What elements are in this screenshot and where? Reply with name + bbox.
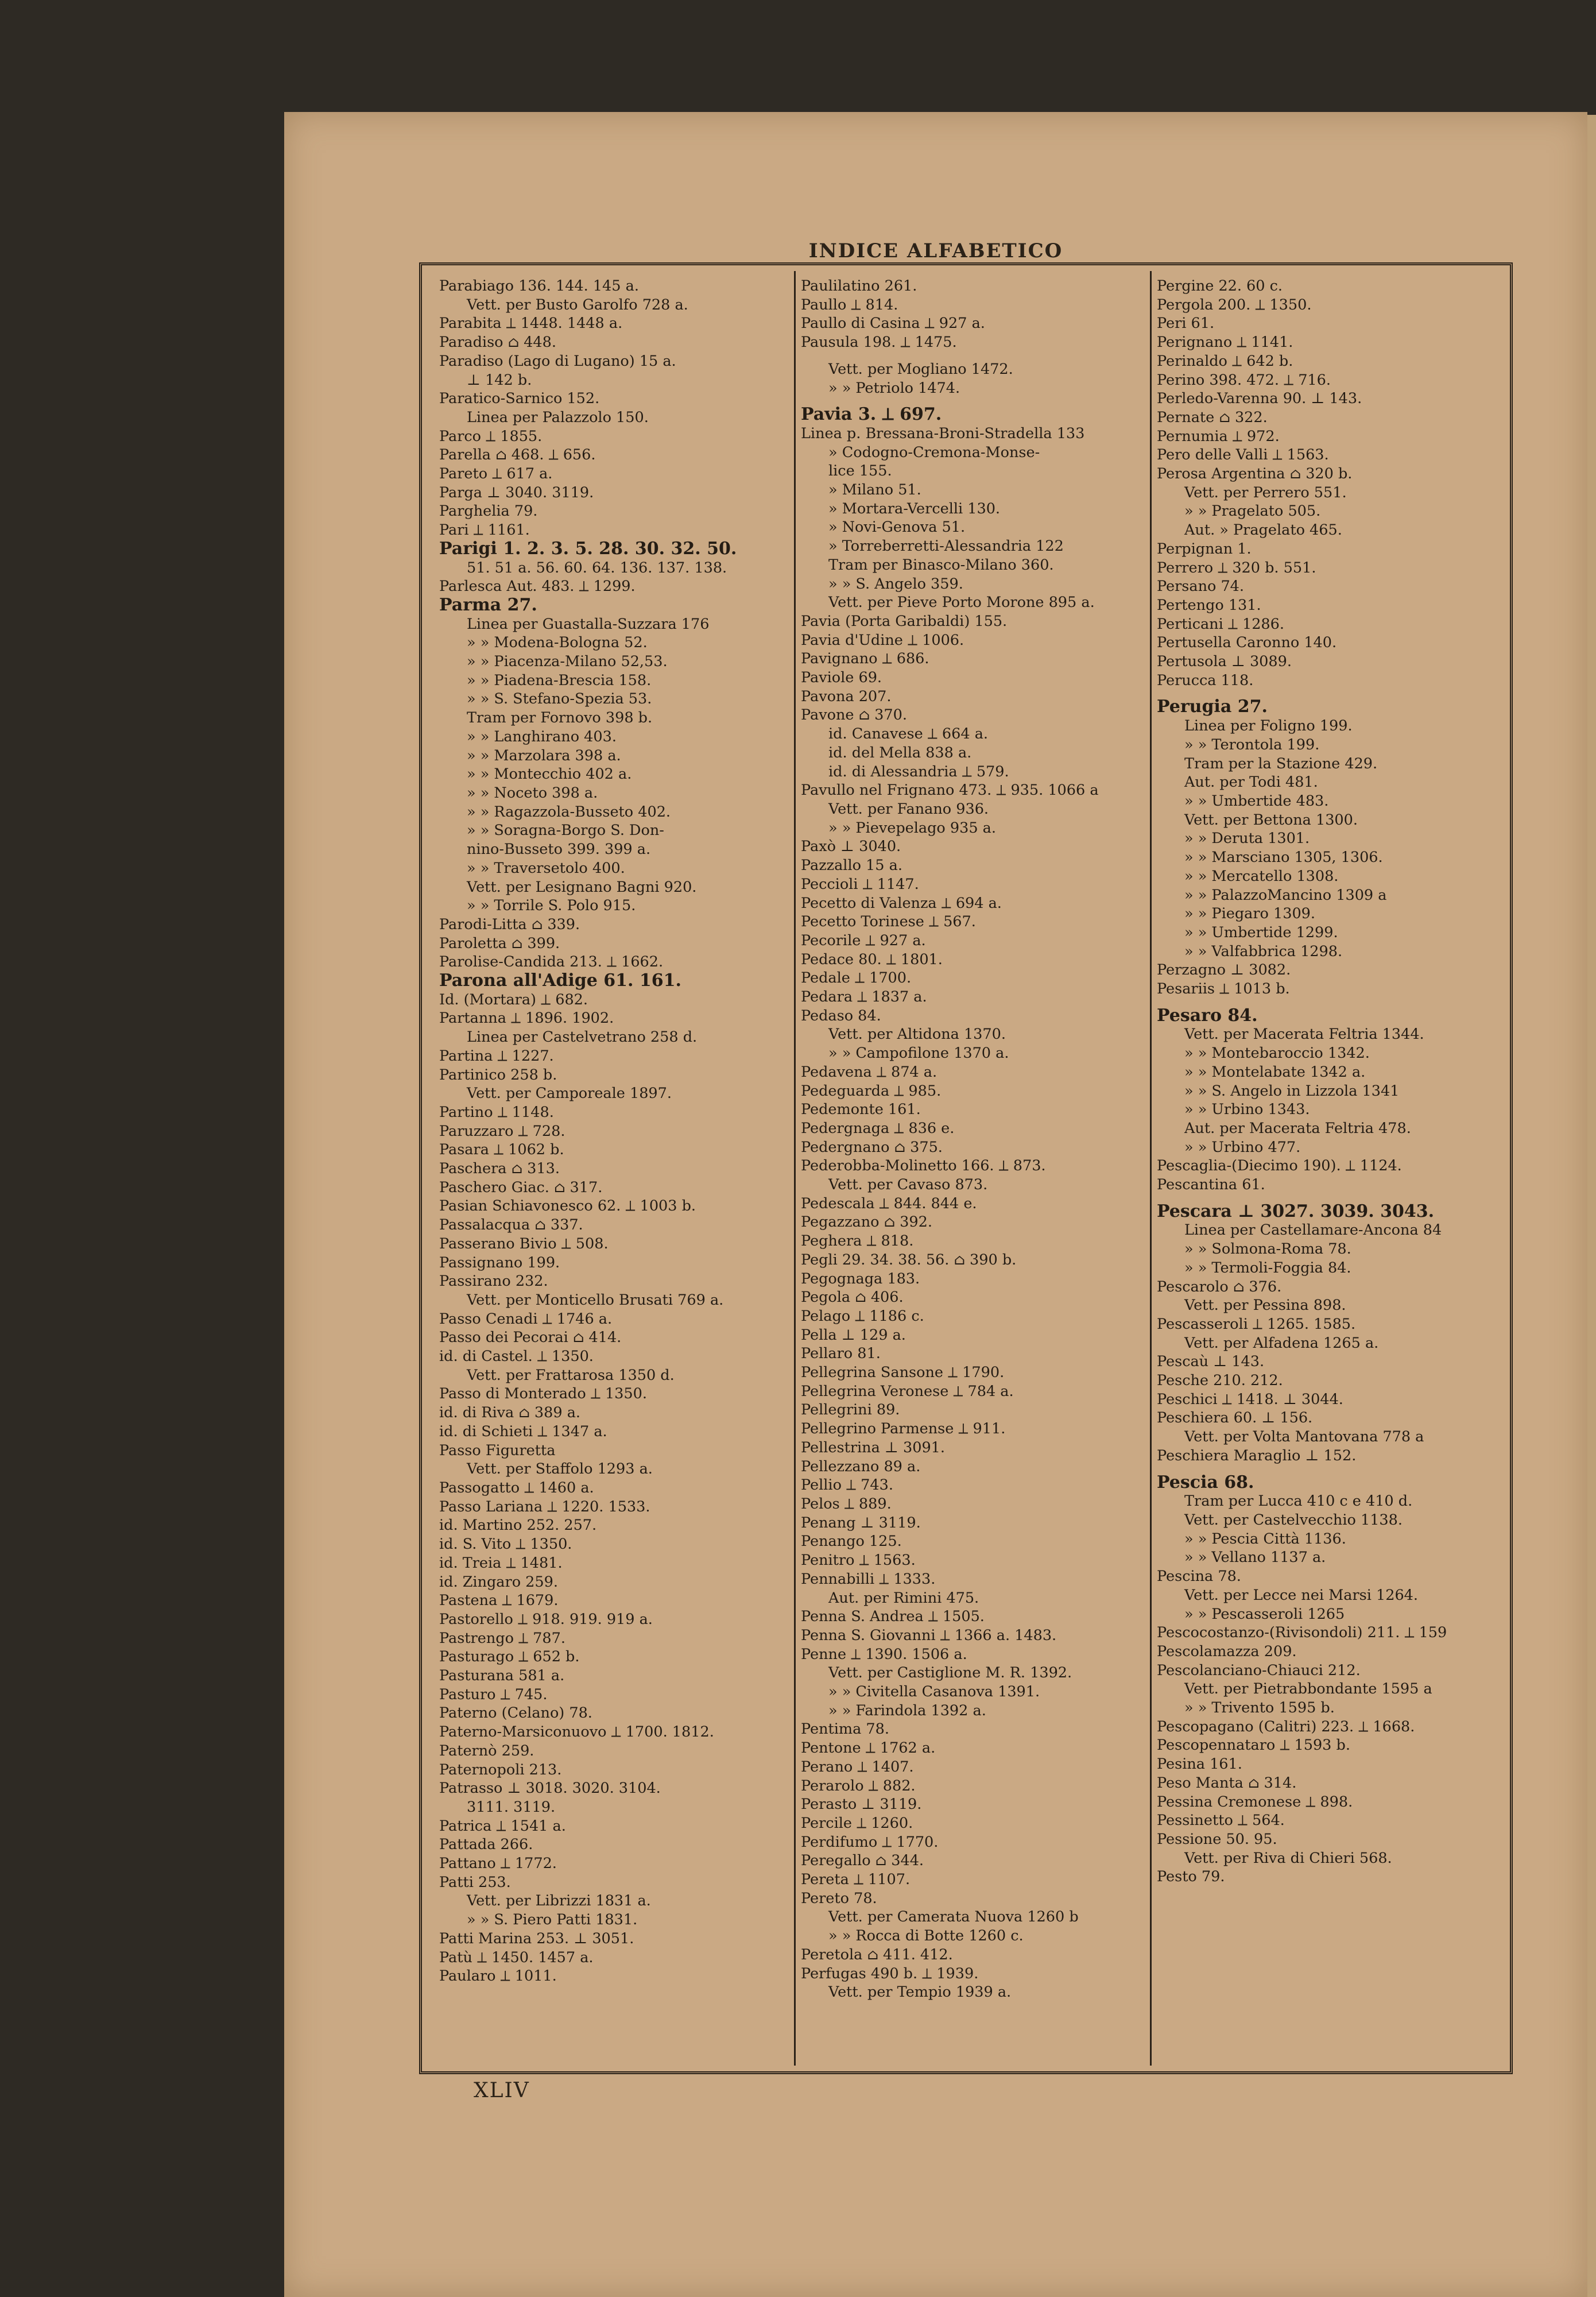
index-entry: » » Umbertide 1299. xyxy=(1184,923,1338,941)
index-entry: » » S. Angelo 359. xyxy=(828,575,963,593)
index-entry: Pereta ⟂ 1107. xyxy=(801,1871,911,1889)
index-entry: Paviole 69. xyxy=(801,669,882,687)
index-entry: Paterno-Marsiconuovo ⟂ 1700. 1812. xyxy=(439,1723,714,1741)
index-entry: Passo Lariana ⟂ 1220. 1533. xyxy=(439,1498,650,1515)
index-entry: Paroletta ⌂ 399. xyxy=(439,934,560,952)
index-entry: » » S. Angelo in Lizzola 1341 xyxy=(1184,1082,1400,1100)
index-entry: Paullo ⟂ 814. xyxy=(801,296,898,314)
index-entry: » » Urbino 477. xyxy=(1184,1138,1301,1156)
index-entry: ⊥ 142 b. xyxy=(467,371,532,389)
index-entry: Pescolanciano-Chiauci 212. xyxy=(1157,1661,1361,1679)
index-entry: Perosa Argentina ⌂ 320 b. xyxy=(1157,465,1353,483)
index-entry: » » Petriolo 1474. xyxy=(828,379,960,397)
index-entry: » » Pievepelago 935 a. xyxy=(828,819,996,837)
book-page xyxy=(284,112,1587,2297)
index-entry: Patrasso ⊥ 3018. 3020. 3104. xyxy=(439,1780,661,1797)
index-entry: Peschici ⟂ 1418. ⊥ 3044. xyxy=(1157,1390,1343,1408)
index-entry: » » Umbertide 483. xyxy=(1184,792,1329,810)
index-entry: Vett. per Lesignano Bagni 920. xyxy=(467,878,697,896)
index-entry: Linea per Guastalla-Suzzara 176 xyxy=(467,615,710,633)
index-entry: Vett. per Lecce nei Marsi 1264. xyxy=(1184,1586,1418,1604)
index-entry: Vett. per Librizzi 1831 a. xyxy=(467,1892,651,1910)
index-entry: Vett. per Altidona 1370. xyxy=(828,1026,1006,1043)
index-entry: Vett. per Bettona 1300. xyxy=(1184,811,1358,829)
index-entry: Pellegrina Veronese ⟂ 784 a. xyxy=(801,1382,1014,1400)
index-entry: Perdifumo ⟂ 1770. xyxy=(801,1833,939,1851)
index-entry: Paularo ⟂ 1011. xyxy=(439,1967,557,1985)
index-entry: Pedeguarda ⟂ 985. xyxy=(801,1082,942,1100)
index-entry: Paradiso ⌂ 448. xyxy=(439,334,556,351)
index-entry: » Milano 51. xyxy=(828,481,921,499)
index-entry: » » Piadena-Brescia 158. xyxy=(467,671,652,689)
index-entry: Vett. per Perrero 551. xyxy=(1184,484,1347,501)
index-entry: Vett. per Macerata Feltria 1344. xyxy=(1184,1026,1424,1043)
index-heading: Parona all'Adige 61. 161. xyxy=(439,972,681,991)
index-entry: » » Montebaroccio 1342. xyxy=(1184,1045,1370,1062)
index-entry: Vett. per Camporeale 1897. xyxy=(467,1085,672,1103)
index-entry: Penna S. Giovanni ⟂ 1366 a. 1483. xyxy=(801,1626,1057,1644)
index-entry: Vett. per Monticello Brusati 769 a. xyxy=(467,1291,724,1309)
index-entry: Vett. per Busto Garolfo 728 a. xyxy=(467,296,688,314)
index-entry: Pesto 79. xyxy=(1157,1868,1225,1886)
index-entry: Passirano 232. xyxy=(439,1273,548,1290)
index-entry: Pergola 200. ⟂ 1350. xyxy=(1157,296,1312,314)
index-entry: Passo di Monterado ⟂ 1350. xyxy=(439,1385,647,1403)
index-entry: Pasturo ⟂ 745. xyxy=(439,1685,548,1703)
index-entry: » Novi-Genova 51. xyxy=(828,519,966,536)
index-entry: Pellezzano 89 a. xyxy=(801,1457,921,1475)
index-entry: Pelos ⟂ 889. xyxy=(801,1495,892,1513)
index-entry: » » S. Piero Patti 1831. xyxy=(467,1911,638,1929)
index-entry: Linea per Palazzolo 150. xyxy=(467,408,649,426)
index-entry: Id. (Mortara) ⟂ 682. xyxy=(439,991,588,1008)
index-entry: Pertengo 131. xyxy=(1157,596,1261,614)
index-entry: Pedaso 84. xyxy=(801,1007,881,1024)
index-entry: Perano ⟂ 1407. xyxy=(801,1758,914,1776)
index-entry: » » Mercatello 1308. xyxy=(1184,867,1339,885)
index-entry: » » Marzolara 398 a. xyxy=(467,747,621,764)
index-heading: Pescara ⊥ 3027. 3039. 3043. xyxy=(1157,1202,1435,1221)
index-entry: Paradiso (Lago di Lugano) 15 a. xyxy=(439,352,676,370)
index-entry: Vett. per Castiglione M. R. 1392. xyxy=(828,1664,1072,1682)
index-entry: Linea per Castelvetrano 258 d. xyxy=(467,1028,698,1046)
index-entry: Paternopoli 213. xyxy=(439,1761,562,1778)
index-entry: » » Montelabate 1342 a. xyxy=(1184,1063,1366,1081)
index-entry: Passalacqua ⌂ 337. xyxy=(439,1216,583,1234)
index-entry: Pescaù ⊥ 143. xyxy=(1157,1353,1265,1371)
index-entry: » » Marsciano 1305, 1306. xyxy=(1184,849,1383,867)
index-entry: Perino 398. 472. ⟂ 716. xyxy=(1157,371,1331,389)
index-entry: Pattano ⟂ 1772. xyxy=(439,1855,557,1873)
index-entry: » » Modena-Bologna 52. xyxy=(467,634,648,652)
index-entry: id. di Castel. ⟂ 1350. xyxy=(439,1348,594,1366)
index-entry: Parga ⊥ 3040. 3119. xyxy=(439,484,594,501)
index-entry: Pesariis ⟂ 1013 b. xyxy=(1157,980,1290,998)
index-entry: Pero delle Valli ⟂ 1563. xyxy=(1157,446,1329,464)
index-entry: Passogatto ⟂ 1460 a. xyxy=(439,1479,594,1496)
index-entry: Vett. per Tempio 1939 a. xyxy=(828,1983,1012,2001)
index-entry: Paternò 259. xyxy=(439,1742,534,1760)
page-folio: XLIV xyxy=(474,2079,530,2102)
index-entry: Pasturago ⟂ 652 b. xyxy=(439,1648,580,1666)
index-entry: Perticani ⟂ 1286. xyxy=(1157,615,1284,633)
index-entry: » » Soragna-Borgo S. Don- xyxy=(467,822,664,840)
index-entry: Peschiera Maraglio ⊥ 152. xyxy=(1157,1447,1357,1464)
index-entry: Perledo-Varenna 90. ⊥ 143. xyxy=(1157,390,1362,408)
index-entry: Partanna ⟂ 1896. 1902. xyxy=(439,1010,614,1027)
index-entry: » » Trivento 1595 b. xyxy=(1184,1699,1335,1717)
index-entry: Penang ⊥ 3119. xyxy=(801,1514,921,1532)
index-entry: » » Noceto 398 a. xyxy=(467,784,598,802)
index-column-3 xyxy=(1157,277,1507,2066)
index-entry: Parghelia 79. xyxy=(439,502,538,520)
index-entry: Pasturana 581 a. xyxy=(439,1667,565,1685)
index-entry: Perfugas 490 b. ⟂ 1939. xyxy=(801,1965,979,1982)
index-entry: Percile ⟂ 1260. xyxy=(801,1814,913,1832)
index-entry: Pescaglia-(Diecimo 190). ⟂ 1124. xyxy=(1157,1157,1402,1175)
index-entry: Pessinetto ⟂ 564. xyxy=(1157,1812,1285,1830)
index-entry: Aut. per Rimini 475. xyxy=(828,1589,979,1607)
index-entry: Paulilatino 261. xyxy=(801,277,917,295)
index-entry: Partina ⟂ 1227. xyxy=(439,1047,554,1065)
index-entry: Pasara ⟂ 1062 b. xyxy=(439,1141,564,1159)
index-entry: Perzagno ⊥ 3082. xyxy=(1157,961,1291,979)
index-entry: Linea per Castellamare-Ancona 84 xyxy=(1184,1221,1442,1239)
index-entry: Tram per la Stazione 429. xyxy=(1184,755,1378,772)
index-entry: Paxò ⊥ 3040. xyxy=(801,838,901,856)
index-entry: Pastrengo ⟂ 787. xyxy=(439,1629,565,1647)
index-entry: lice 155. xyxy=(828,462,892,480)
index-heading: Perugia 27. xyxy=(1157,698,1268,717)
index-entry: Pernumia ⟂ 972. xyxy=(1157,427,1280,445)
index-entry: » » Torrile S. Polo 915. xyxy=(467,897,636,915)
index-entry: Pescina 78. xyxy=(1157,1568,1241,1586)
index-entry: Pavia (Porta Garibaldi) 155. xyxy=(801,612,1008,630)
index-entry: Pedemonte 161. xyxy=(801,1101,921,1119)
index-entry: » » Langhirano 403. xyxy=(467,728,617,745)
index-entry: Passo Figuretta xyxy=(439,1441,556,1459)
index-entry: Passo Cenadi ⟂ 1746 a. xyxy=(439,1310,613,1328)
index-entry: » » Deruta 1301. xyxy=(1184,830,1310,848)
index-entry: Pedace 80. ⟂ 1801. xyxy=(801,950,943,968)
index-column-2 xyxy=(801,277,1145,2066)
index-entry: Pergine 22. 60 c. xyxy=(1157,277,1283,295)
index-entry: Parlesca Aut. 483. ⟂ 1299. xyxy=(439,578,636,595)
index-entry: id. Canavese ⟂ 664 a. xyxy=(828,725,989,743)
index-entry: » » Civitella Casanova 1391. xyxy=(828,1683,1040,1701)
column-divider xyxy=(794,271,796,2066)
index-entry: Penna S. Andrea ⟂ 1505. xyxy=(801,1608,985,1626)
index-entry: » » Traversetolo 400. xyxy=(467,859,625,877)
index-entry: Linea p. Bressana-Broni-Stradella 133 xyxy=(801,424,1085,442)
index-entry: » Codogno-Cremona-Monse- xyxy=(828,443,1040,461)
index-entry: Peso Manta ⌂ 314. xyxy=(1157,1774,1297,1792)
page-header: INDICE ALFABETICO xyxy=(808,239,1063,262)
index-entry: » » Termoli-Foggia 84. xyxy=(1184,1259,1351,1277)
index-entry: Vett. per Riva di Chieri 568. xyxy=(1184,1849,1392,1867)
index-heading: Parigi 1. 2. 3. 5. 28. 30. 32. 50. xyxy=(439,539,737,559)
index-entry: » Torreberretti-Alessandria 122 xyxy=(828,537,1064,555)
index-entry: Pecorile ⟂ 927 a. xyxy=(801,931,926,949)
index-entry: Passerano Bivio ⟂ 508. xyxy=(439,1235,609,1252)
index-entry: Partino ⟂ 1148. xyxy=(439,1103,554,1121)
index-entry: Vett. per Camerata Nuova 1260 b xyxy=(828,1908,1079,1926)
index-entry: Patrica ⟂ 1541 a. xyxy=(439,1817,566,1835)
index-entry: Pertusola ⊥ 3089. xyxy=(1157,653,1292,671)
index-entry: Tram per Binasco-Milano 360. xyxy=(828,556,1054,574)
index-entry: » » Solmona-Roma 78. xyxy=(1184,1240,1351,1258)
index-entry: Pescopagano (Calitri) 223. ⟂ 1668. xyxy=(1157,1718,1415,1735)
index-entry: Pastorello ⟂ 918. 919. 919 a. xyxy=(439,1610,653,1628)
index-entry: Vett. per Alfadena 1265 a. xyxy=(1184,1334,1379,1352)
index-entry: Paschera ⌂ 313. xyxy=(439,1160,560,1178)
index-entry: Paschero Giac. ⌂ 317. xyxy=(439,1178,603,1196)
index-entry: id. Treia ⟂ 1481. xyxy=(439,1554,563,1572)
index-entry: Parco ⟂ 1855. xyxy=(439,427,543,445)
index-entry: Vett. per Pieve Porto Morone 895 a. xyxy=(828,594,1095,612)
index-column-1 xyxy=(439,277,789,2066)
index-entry: Passo dei Pecorai ⌂ 414. xyxy=(439,1329,622,1347)
index-heading: Parma 27. xyxy=(439,595,537,615)
index-entry: Pegola ⌂ 406. xyxy=(801,1289,904,1306)
index-entry: » » PalazzoMancino 1309 a xyxy=(1184,886,1387,904)
index-entry: Pedescala ⟂ 844. 844 e. xyxy=(801,1194,977,1212)
index-entry: Vett. per Staffolo 1293 a. xyxy=(467,1460,653,1478)
index-entry: Vett. per Fanano 936. xyxy=(828,800,989,818)
index-entry: Pescasseroli ⟂ 1265. 1585. xyxy=(1157,1315,1356,1333)
index-entry: Linea per Foligno 199. xyxy=(1184,717,1353,735)
index-entry: Pellegrino Parmense ⟂ 911. xyxy=(801,1420,1006,1438)
index-entry: Patti Marina 253. ⊥ 3051. xyxy=(439,1929,634,1947)
index-entry: Pari ⟂ 1161. xyxy=(439,521,530,539)
index-entry: Pavullo nel Frignano 473. ⟂ 935. 1066 a xyxy=(801,782,1099,799)
column-divider xyxy=(1150,271,1152,2066)
index-entry: » Mortara-Vercelli 130. xyxy=(828,500,1001,517)
index-entry: Pennabilli ⟂ 1333. xyxy=(801,1570,936,1588)
index-entry: » » S. Stefano-Spezia 53. xyxy=(467,690,652,708)
index-entry: Pastena ⟂ 1679. xyxy=(439,1592,559,1610)
index-entry: Pertusella Caronno 140. xyxy=(1157,634,1337,652)
index-entry: Perrero ⟂ 320 b. 551. xyxy=(1157,559,1316,577)
index-entry: Pegli 29. 34. 38. 56. ⌂ 390 b. xyxy=(801,1251,1017,1269)
index-entry: Vett. per Castelvecchio 1138. xyxy=(1184,1511,1403,1529)
index-entry: Pasian Schiavonesco 62. ⟂ 1003 b. xyxy=(439,1197,696,1215)
index-entry: Paterno (Celano) 78. xyxy=(439,1704,592,1722)
index-entry: Pedara ⟂ 1837 a. xyxy=(801,988,927,1006)
index-entry: 51. 51 a. 56. 60. 64. 136. 137. 138. xyxy=(467,559,727,577)
index-entry: Vett. per Cavaso 873. xyxy=(828,1176,988,1194)
index-entry: Pazzallo 15 a. xyxy=(801,857,902,875)
index-entry: » » Montecchio 402 a. xyxy=(467,765,632,783)
index-entry: Pelago ⟂ 1186 c. xyxy=(801,1307,924,1325)
index-entry: Parella ⌂ 468. ⟂ 656. xyxy=(439,446,596,464)
index-entry: » » Vellano 1137 a. xyxy=(1184,1549,1326,1567)
index-entry: Penango 125. xyxy=(801,1533,902,1550)
index-entry: Pederobba-Molinetto 166. ⟂ 873. xyxy=(801,1157,1046,1175)
index-entry: Pareto ⟂ 617 a. xyxy=(439,465,553,483)
index-entry: Penne ⟂ 1390. 1506 a. xyxy=(801,1645,967,1663)
index-entry: » » Pescia Città 1136. xyxy=(1184,1530,1346,1548)
index-entry: Pavignano ⟂ 686. xyxy=(801,650,929,668)
index-entry: Pesche 210. 212. xyxy=(1157,1372,1283,1390)
index-entry: id. di Riva ⌂ 389 a. xyxy=(439,1404,581,1422)
index-entry: id. S. Vito ⟂ 1350. xyxy=(439,1536,572,1553)
index-entry: Perinaldo ⟂ 642 b. xyxy=(1157,352,1293,370)
index-entry: Pecetto Torinese ⟂ 567. xyxy=(801,913,976,931)
index-entry: Pellio ⟂ 743. xyxy=(801,1476,893,1494)
index-heading: Pavia 3. ⟂ 697. xyxy=(801,405,942,424)
index-entry: Pessina Cremonese ⟂ 898. xyxy=(1157,1793,1353,1811)
index-entry: id. Zingaro 259. xyxy=(439,1573,558,1591)
index-heading: Pesaro 84. xyxy=(1157,1006,1258,1026)
index-entry: » » Rocca di Botte 1260 c. xyxy=(828,1927,1024,1945)
index-entry: Aut. per Todi 481. xyxy=(1184,774,1318,791)
index-entry: » » Terontola 199. xyxy=(1184,736,1320,753)
index-entry: Pavia d'Udine ⟂ 1006. xyxy=(801,631,964,649)
index-entry: Parodi-Litta ⌂ 339. xyxy=(439,915,580,933)
index-entry: Pescantina 61. xyxy=(1157,1176,1265,1194)
index-entry: 3111. 3119. xyxy=(467,1798,556,1816)
index-entry: Pessione 50. 95. xyxy=(1157,1830,1277,1848)
index-entry: » » Pragelato 505. xyxy=(1184,502,1321,520)
index-entry: » » Piegaro 1309. xyxy=(1184,905,1315,923)
index-entry: Perpignan 1. xyxy=(1157,540,1252,558)
index-entry: Pedergnano ⌂ 375. xyxy=(801,1138,943,1156)
index-entry: Pattada 266. xyxy=(439,1836,533,1854)
index-entry: Pellaro 81. xyxy=(801,1345,881,1363)
index-entry: Aut. per Macerata Feltria 478. xyxy=(1184,1119,1411,1137)
index-entry: Vett. per Pietrabbondante 1595 a xyxy=(1184,1680,1432,1698)
index-entry: Pedergnaga ⟂ 836 e. xyxy=(801,1119,955,1137)
index-entry: Vett. per Pessina 898. xyxy=(1184,1297,1346,1314)
index-entry: Parolise-Candida 213. ⟂ 1662. xyxy=(439,953,664,971)
index-entry: Perarolo ⟂ 882. xyxy=(801,1777,916,1795)
index-entry: Pernate ⌂ 322. xyxy=(1157,408,1268,426)
index-entry: Paratico-Sarnico 152. xyxy=(439,390,600,408)
index-entry: Pereto 78. xyxy=(801,1889,877,1907)
index-entry: Pellegrini 89. xyxy=(801,1401,900,1419)
index-entry: Perasto ⊥ 3119. xyxy=(801,1796,922,1813)
index-entry: Pesina 161. xyxy=(1157,1755,1242,1773)
index-entry: Parabita ⟂ 1448. 1448 a. xyxy=(439,315,623,332)
index-entry: Pedavena ⟂ 874 a. xyxy=(801,1063,938,1081)
index-entry: Pellegrina Sansone ⟂ 1790. xyxy=(801,1364,1005,1382)
index-entry: Passignano 199. xyxy=(439,1254,560,1271)
index-entry: Pedale ⟂ 1700. xyxy=(801,969,912,987)
index-entry: Aut. » Pragelato 465. xyxy=(1184,521,1342,539)
index-entry: id. Martino 252. 257. xyxy=(439,1517,597,1534)
index-entry: Pegazzano ⌂ 392. xyxy=(801,1213,932,1231)
index-entry: Peschiera 60. ⊥ 156. xyxy=(1157,1409,1313,1427)
index-entry: Peghera ⟂ 818. xyxy=(801,1232,914,1250)
index-entry: Pavona 207. xyxy=(801,687,892,705)
index-entry: Pausula 198. ⟂ 1475. xyxy=(801,334,957,351)
index-entry: id. del Mella 838 a. xyxy=(828,744,972,761)
index-entry: Pavone ⌂ 370. xyxy=(801,706,907,724)
index-entry: » » Valfabbrica 1298. xyxy=(1184,942,1343,960)
index-entry: » » Ragazzola-Busseto 402. xyxy=(467,803,671,821)
index-entry: Tram per Lucca 410 c e 410 d. xyxy=(1184,1492,1413,1510)
index-entry: id. di Schieti ⟂ 1347 a. xyxy=(439,1422,607,1440)
index-entry: Partinico 258 b. xyxy=(439,1066,557,1084)
index-entry: Perignano ⟂ 1141. xyxy=(1157,334,1293,351)
index-entry: » » Urbino 1343. xyxy=(1184,1101,1310,1119)
index-entry: Persano 74. xyxy=(1157,578,1245,595)
index-entry: Pescarolo ⌂ 376. xyxy=(1157,1278,1282,1296)
index-entry: Patti 253. xyxy=(439,1873,511,1891)
index-entry: Vett. per Mogliano 1472. xyxy=(828,360,1013,378)
index-entry: » » Farindola 1392 a. xyxy=(828,1702,986,1719)
index-entry: Pegognaga 183. xyxy=(801,1270,920,1287)
index-entry: Parabiago 136. 144. 145 a. xyxy=(439,277,639,295)
index-entry: Peregallo ⌂ 344. xyxy=(801,1852,924,1870)
index-entry: Pescopennataro ⟂ 1593 b. xyxy=(1157,1737,1350,1754)
index-entry: Pescocostanzo-(Rivisondoli) 211. ⟂ 159 xyxy=(1157,1624,1447,1642)
index-entry: Perucca 118. xyxy=(1157,671,1254,689)
index-entry: Pellestrina ⊥ 3091. xyxy=(801,1438,946,1456)
index-entry: Peretola ⌂ 411. 412. xyxy=(801,1946,953,1963)
index-entry: Tram per Fornovo 398 b. xyxy=(467,709,653,727)
index-entry: Vett. per Frattarosa 1350 d. xyxy=(467,1366,675,1384)
index-entry: Pescolamazza 209. xyxy=(1157,1642,1297,1660)
index-entry: Pentone ⟂ 1762 a. xyxy=(801,1739,936,1757)
index-entry: Penitro ⟂ 1563. xyxy=(801,1552,916,1569)
index-entry: Vett. per Volta Mantovana 778 a xyxy=(1184,1428,1424,1446)
index-entry: Paullo di Casina ⟂ 927 a. xyxy=(801,315,985,332)
index-frame xyxy=(419,262,1513,2074)
index-entry: Peri 61. xyxy=(1157,315,1215,332)
index-heading: Pescia 68. xyxy=(1157,1473,1254,1492)
index-entry: Peccioli ⟂ 1147. xyxy=(801,875,919,893)
index-entry: » » Piacenza-Milano 52,53. xyxy=(467,653,668,671)
index-entry: nino-Busseto 399. 399 a. xyxy=(467,841,651,859)
index-entry: Pella ⊥ 129 a. xyxy=(801,1326,906,1344)
index-entry: Paruzzaro ⟂ 728. xyxy=(439,1122,565,1140)
index-entry: » » Pescasseroli 1265 xyxy=(1184,1605,1345,1623)
index-entry: Patù ⟂ 1450. 1457 a. xyxy=(439,1948,594,1966)
index-entry: id. di Alessandria ⟂ 579. xyxy=(828,763,1009,780)
index-entry: Pecetto di Valenza ⟂ 694 a. xyxy=(801,894,1002,912)
index-entry: » » Campofilone 1370 a. xyxy=(828,1045,1009,1062)
index-entry: Pentima 78. xyxy=(801,1720,889,1738)
